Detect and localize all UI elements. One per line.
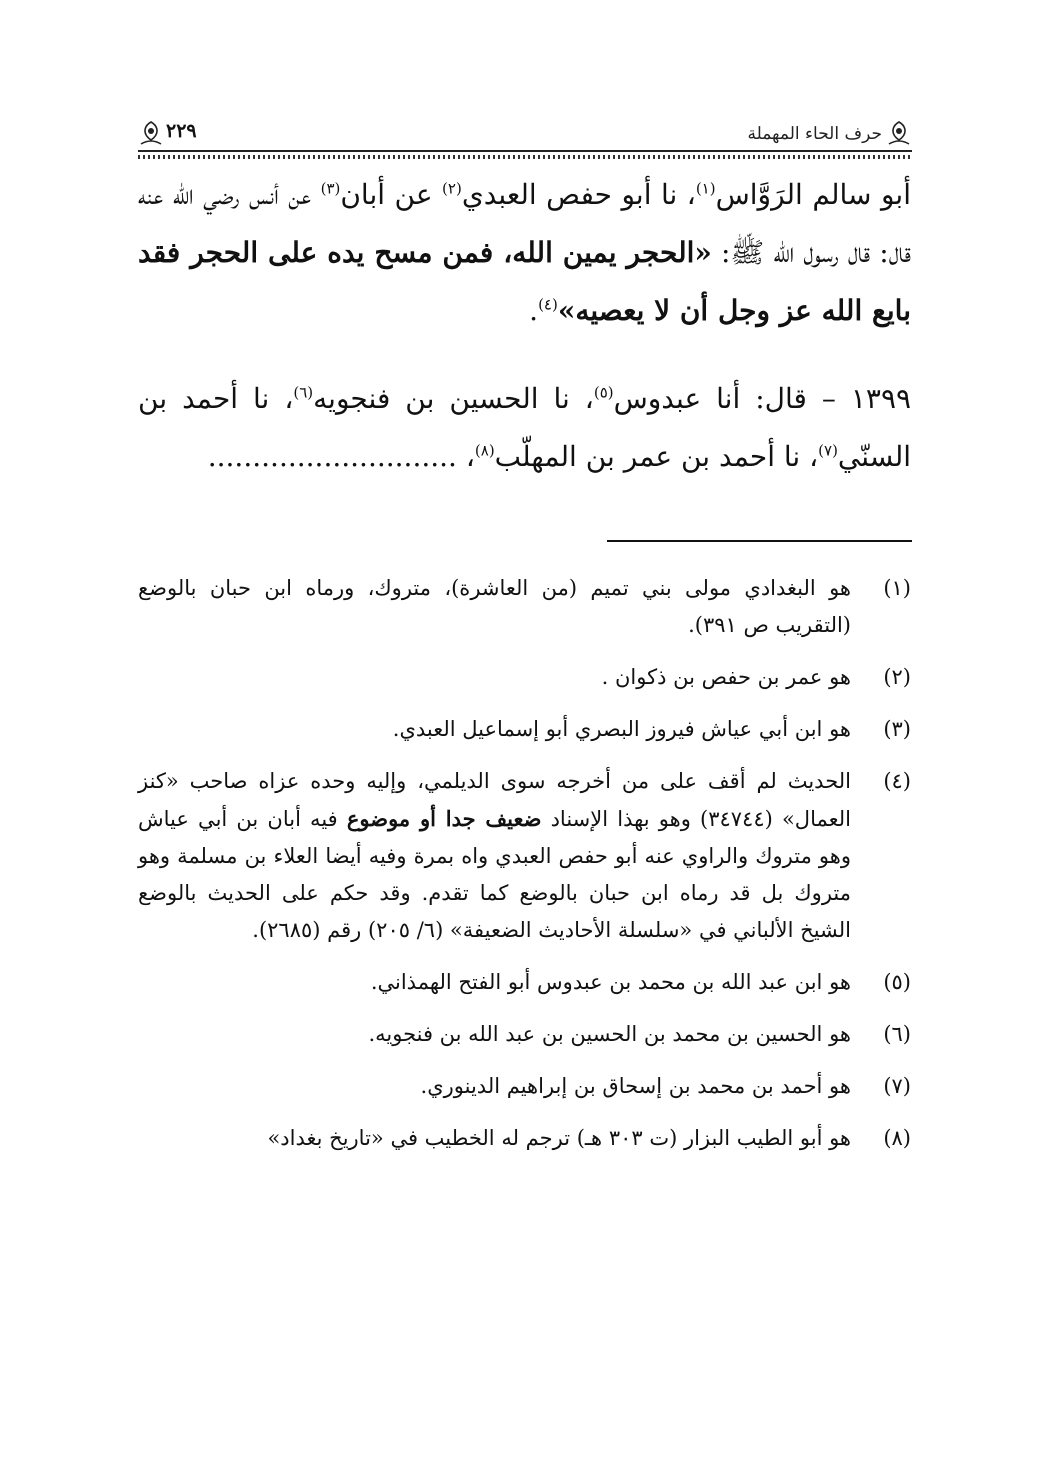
- footnote-5: [138, 964, 911, 1001]
- footnote-number: (٧): [883, 1074, 911, 1098]
- footnote-number: (٣): [883, 717, 911, 741]
- hadith-quote: «الحجر يمين الله، فمن مسح يده على الحجر فقد بايع الله عز وجل أن لا يعصيه»: [138, 236, 911, 327]
- ornament-right-icon: [886, 120, 912, 148]
- footnote-text: الحديث لم أقف على من أخرجه سوى الديلمي، وإليه وحده عزاه صاحب «كنز العمال» (٣٤٧٤٤) وهو بهذا الإسناد ضعيف جدا أو موضوع فيه أبان بن أبي عياش وهو متروك والراوي عنه أبو حفص العبدي واه بمرة وفيه أيضا العلاء بن مسلمة وهو متروك بل قد رماه ابن حبان بالوضع كما تقدم. وقد حكم على الحديث بالوضع الشيخ الألباني في «سلسلة الأحاديث الضعيفة» (٦/ ٢٠٥) رقم (٢٦٨٥).: [138, 769, 851, 942]
- footnote-number: (٨): [883, 1126, 911, 1150]
- main-text: [138, 166, 911, 486]
- footnote-number: (٤): [883, 769, 911, 793]
- footnote-ref: (٢): [442, 179, 462, 198]
- footnote-ref: (٧): [818, 441, 838, 460]
- grading-verdict: ضعيف جدا أو موضوع: [346, 806, 542, 831]
- footnote-text: هو أبو الطيب البزار (ت ٣٠٣ هـ) ترجم له الخطيب في «تاريخ بغداد»: [267, 1126, 851, 1150]
- page-header: [138, 106, 912, 162]
- header-rule: [138, 150, 912, 152]
- footnote-3: [138, 711, 911, 748]
- footnote-number: (١): [883, 576, 911, 600]
- footnote-text: هو الحسين بن محمد بن الحسين بن عبد الله بن فنجويه.: [368, 1022, 851, 1046]
- footnote-text: هو أحمد بن محمد بن إسحاق بن إبراهيم الدينوري.: [420, 1074, 851, 1098]
- footnote-ref: (٦): [293, 383, 314, 402]
- page-number: ٢٢٩: [166, 120, 197, 142]
- footnote-number: (٥): [883, 970, 911, 994]
- footnote-ref: (١): [695, 179, 716, 198]
- footnotes: [138, 570, 911, 1172]
- footnote-text: هو ابن أبي عياش فيروز البصري أبو إسماعيل العبدي.: [392, 717, 851, 741]
- footnote-7: [138, 1068, 911, 1105]
- header-ornamental-border: [138, 155, 912, 159]
- isnad-paragraph: ١٣٩٩ – قال: أنا عبدوس$^{(٥)}$، نا الحسين بن فنجويه$^{(٦)}$، نا أحمد بن السنّي$^{(٧)}$، نا أحمد بن عمر بن المهلّب$^{(٨)}$، ............................: [138, 382, 912, 473]
- footnote-text: هو البغدادي مولى بني تميم (من العاشرة)، متروك، ورماه ابن حبان بالوضع (التقريب ص ٣٩١).: [138, 576, 851, 637]
- footnote-separator: [607, 540, 912, 542]
- footnote-ref: (٨): [474, 441, 495, 460]
- ornament-left-icon: [138, 120, 164, 148]
- footnote-ref: (٥): [593, 383, 614, 402]
- footnote-ref: (٣): [320, 179, 341, 198]
- footnote-1: [138, 570, 911, 644]
- hadith-paragraph: أبو سالم الرَوَّاس$^{(١)}$، نا أبو حفص العبدي$^{(٢)}$ عن أبان$^{(٣)}$ عن أنس رضي الله عنه قال: قال رسول الله ﷺ: «الحجر يمين الله، فمن مسح يده على الحجر فقد بايع الله عز وجل أن لا يعصيه»$^{(٤)}$.: [138, 178, 911, 327]
- footnote-text: هو عمر بن حفص بن ذكوان .: [601, 665, 851, 689]
- footnote-8: [138, 1120, 911, 1157]
- footnote-number: (٢): [883, 665, 911, 689]
- footnote-2: [138, 659, 911, 696]
- footnote-6: [138, 1016, 911, 1053]
- running-title: حرف الحاء المهملة: [747, 124, 882, 144]
- footnote-4: [138, 763, 911, 949]
- footnote-text: هو ابن عبد الله بن محمد بن عبدوس أبو الفتح الهمذاني.: [370, 970, 851, 994]
- footnote-number: (٦): [883, 1022, 911, 1046]
- footnote-ref: (٤): [538, 295, 558, 314]
- continuation-dots: ............................: [207, 440, 457, 473]
